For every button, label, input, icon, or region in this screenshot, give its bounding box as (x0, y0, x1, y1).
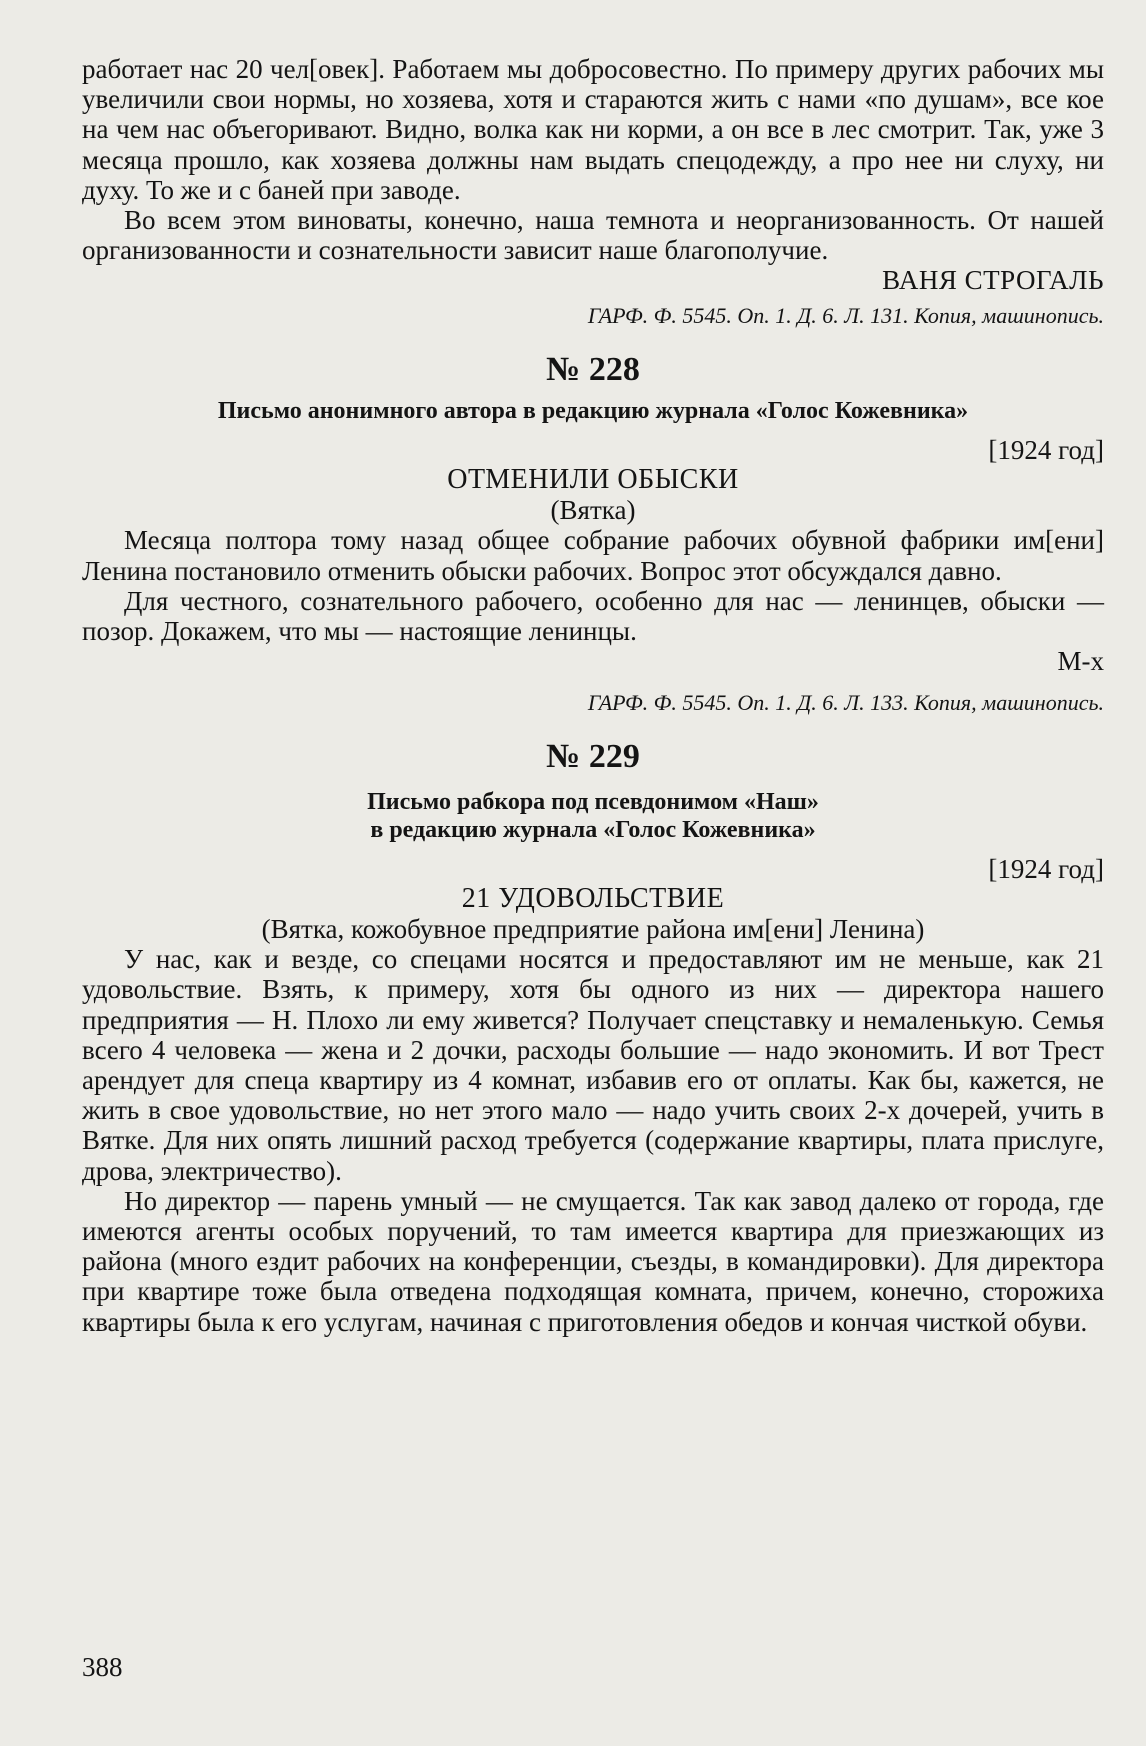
intro-signature: ВАНЯ СТРОГАЛЬ (882, 265, 1104, 296)
doc-229-number: № 229 (546, 738, 640, 776)
page-number: 388 (82, 1652, 123, 1682)
doc-229-date: [1924 год] (988, 854, 1104, 885)
intro-paragraph-1: работает нас 20 чел[овек]. Работаем мы добросовестно. По примеру других рабочих мы увеличили свои нормы, но хозяева, хотя и стараются жить с нами «по душам», все кое на чем нас объегоривают. Видно, волка как ни корми, а он все в лес смотрит. Так, уже 3 месяца прошло, как хозяева должны нам выдать спецодежду, а про нее ни слуху, ни духу. То же и с баней при заводе. (82, 54, 1104, 205)
doc-228-number: № 228 (546, 351, 640, 389)
doc-228-paragraph-1: Месяца полтора тому назад общее собрание рабочих обувной фабрики им[ени] Ленина постановило отменить обыски рабочих. Вопрос этот обсуждался давно. (82, 525, 1104, 586)
page-text-block (82, 54, 1104, 1337)
intro-archive-source: ГАРФ. Ф. 5545. Оп. 1. Д. 6. Л. 131. Копия, машинопись. (587, 303, 1104, 329)
doc-228-archive-source: ГАРФ. Ф. 5545. Оп. 1. Д. 6. Л. 133. Копия, машинопись. (587, 690, 1104, 716)
doc-229-heading-line-2: в редакцию журнала «Голос Кожевника» (370, 817, 816, 844)
doc-228-subtitle: (Вятка) (550, 495, 636, 526)
doc-228-paragraph-2: Для честного, сознательного рабочего, особенно для нас — ленинцев, обыски — позор. Докажем, что мы — настоящие ленинцы. (82, 585, 1104, 647)
doc-229-subtitle: (Вятка, кожобувное предприятие района им[ени] Ленина) (261, 914, 925, 945)
doc-228-signature: М-х (1057, 646, 1104, 677)
doc-229-paragraph-2: Но директор — парень умный — не смущается. Так как завод далеко от города, где имеются агенты особых поручений, то там имеется квартира для приезжающих из района (много ездит рабочих на конференции, съезды, в командировки). Для директора при квартире тоже была отведена подходящая комната, причем, конечно, сторожиха квартиры была к его услугам, начиная с приготовления обедов и кончая чисткой обуви. (82, 1185, 1104, 1337)
doc-228-title: ОТМЕНИЛИ ОБЫСКИ (447, 464, 739, 496)
doc-228-date: [1924 год] (988, 435, 1104, 466)
doc-229-title: 21 УДОВОЛЬСТВИЕ (461, 883, 725, 915)
doc-229-heading-line-1: Письмо рабкора под псевдонимом «Наш» (367, 789, 819, 816)
doc-228-heading: Письмо анонимного автора в редакцию журнала «Голос Кожевника» (217, 398, 969, 425)
intro-paragraph-2: Во всем этом виноваты, конечно, наша темнота и неорганизованность. От нашей организованности и сознательности зависит наше благополучие. (82, 205, 1104, 266)
doc-229-paragraph-1: У нас, как и везде, со спецами носятся и предоставляют им не меньше, как 21 удовольствие. Взять, к примеру, хотя бы одного из них — директора нашего предприятия — Н. Плохо ли ему живется? Получает спецставку и немаленькую. Семья всего 4 человека — жена и 2 дочки, расходы большие — надо экономить. И вот Трест арендует для спеца квартиру из 4 комнат, избавив его от оплаты. Как бы, кажется, не жить в свое удовольствие, но нет этого мало — надо учить своих 2-х дочерей, учить в Вятке. Для них опять лишний расход требуется (содержание квартиры, плата прислуге, дрова, электричество). (82, 944, 1104, 1186)
